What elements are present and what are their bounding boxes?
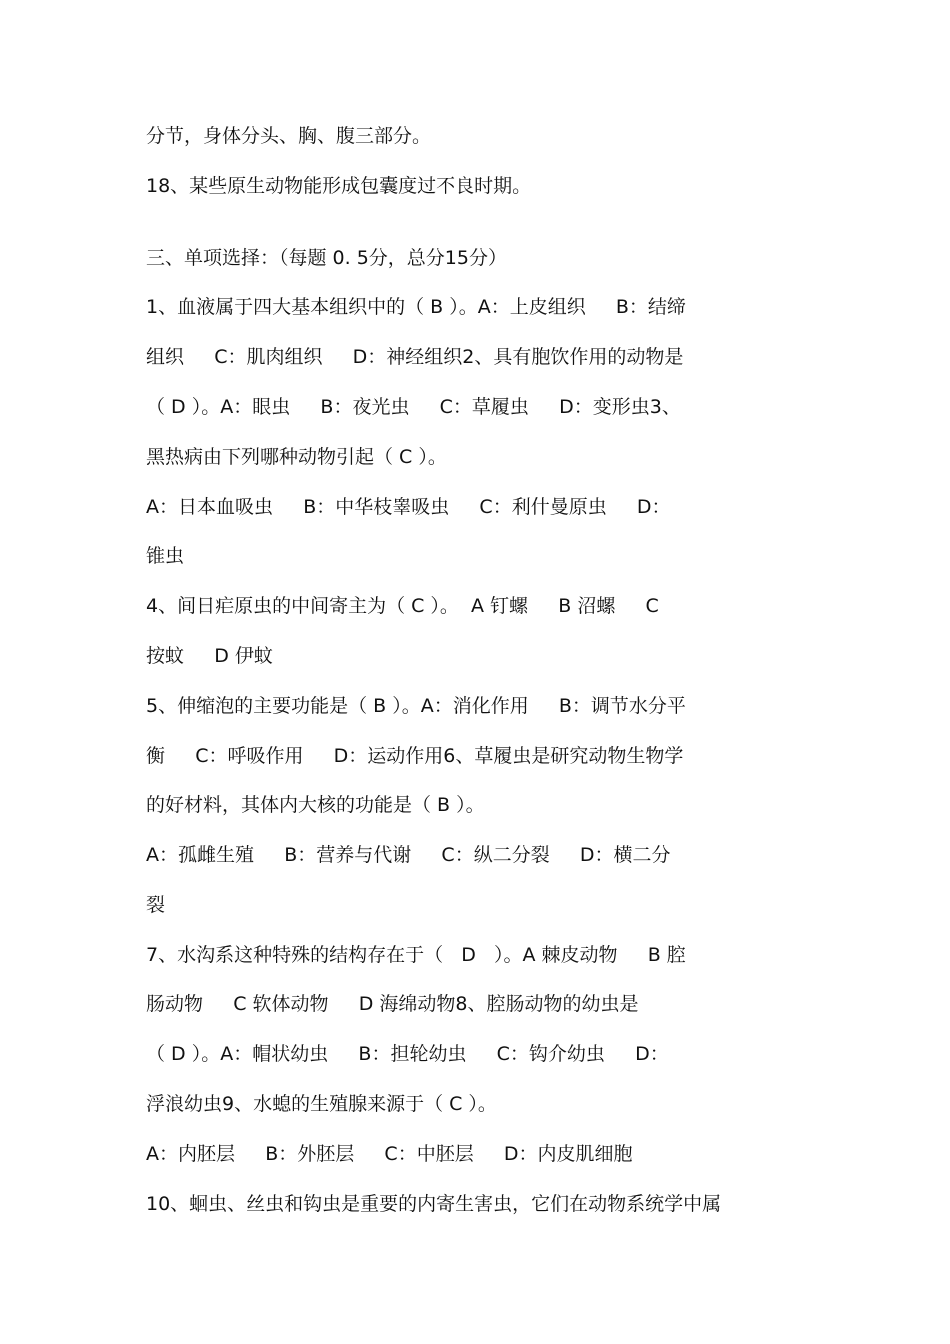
text-line: 黑热病由下列哪种动物引起（ C ）。 — [146, 446, 447, 468]
text-line: 分节，身体分头、胸、腹三部分。 — [146, 125, 432, 147]
text-line: 裂 — [146, 894, 166, 916]
text-line: 衡 C：呼吸作用 D：运动作用6、草履虫是研究动物生物学 — [146, 745, 684, 767]
text-line: A：内胚层 B：外胚层 C：中胚层 D：内皮肌细胞 — [146, 1143, 633, 1165]
text-line: （ D ）。A：眼虫 B：夜光虫 C：草履虫 D：变形虫3、 — [146, 396, 681, 418]
text-line: 1、血液属于四大基本组织中的（ B ）。A：上皮组织 B：结缔 — [146, 296, 686, 318]
text-line: 锥虫 — [146, 545, 185, 567]
text-line: A：日本血吸虫 B：中华枝睾吸虫 C：利什曼原虫 D： — [146, 496, 671, 518]
text-line: A：孤雌生殖 B：营养与代谢 C：纵二分裂 D：横二分 — [146, 844, 671, 866]
text-line: （ D ）。A：帽状幼虫 B：担轮幼虫 C：钩介幼虫 D： — [146, 1043, 669, 1065]
text-line: 的好材料，其体内大核的功能是（ B ）。 — [146, 794, 485, 816]
section-heading: 三、单项选择：（每题 0. 5分，总分15分） — [146, 247, 507, 269]
text-line: 肠动物 C 软体动物 D 海绵动物8、腔肠动物的幼虫是 — [146, 993, 639, 1015]
text-line: 5、伸缩泡的主要功能是（ B ）。A：消化作用 B：调节水分平 — [146, 695, 686, 717]
text-line: 4、间日疟原虫的中间寄主为（ C ）。 A 钉螺 B 沼螺 C — [146, 595, 659, 617]
text-line: 7、水沟系这种特殊的结构存在于（ D ）。A 棘皮动物 B 腔 — [146, 944, 686, 966]
text-line: 浮浪幼虫9、水螅的生殖腺来源于（ C ）。 — [146, 1093, 497, 1115]
text-line: 按蚊 D 伊蚊 — [146, 645, 273, 667]
text-line: 组织 C：肌肉组织 D：神经组织2、具有胞饮作用的动物是 — [146, 346, 684, 368]
text-line: 18、某些原生动物能形成包囊度过不良时期。 — [146, 175, 532, 197]
text-line: 10、蛔虫、丝虫和钩虫是重要的内寄生害虫，它们在动物系统学中属 — [146, 1193, 722, 1215]
